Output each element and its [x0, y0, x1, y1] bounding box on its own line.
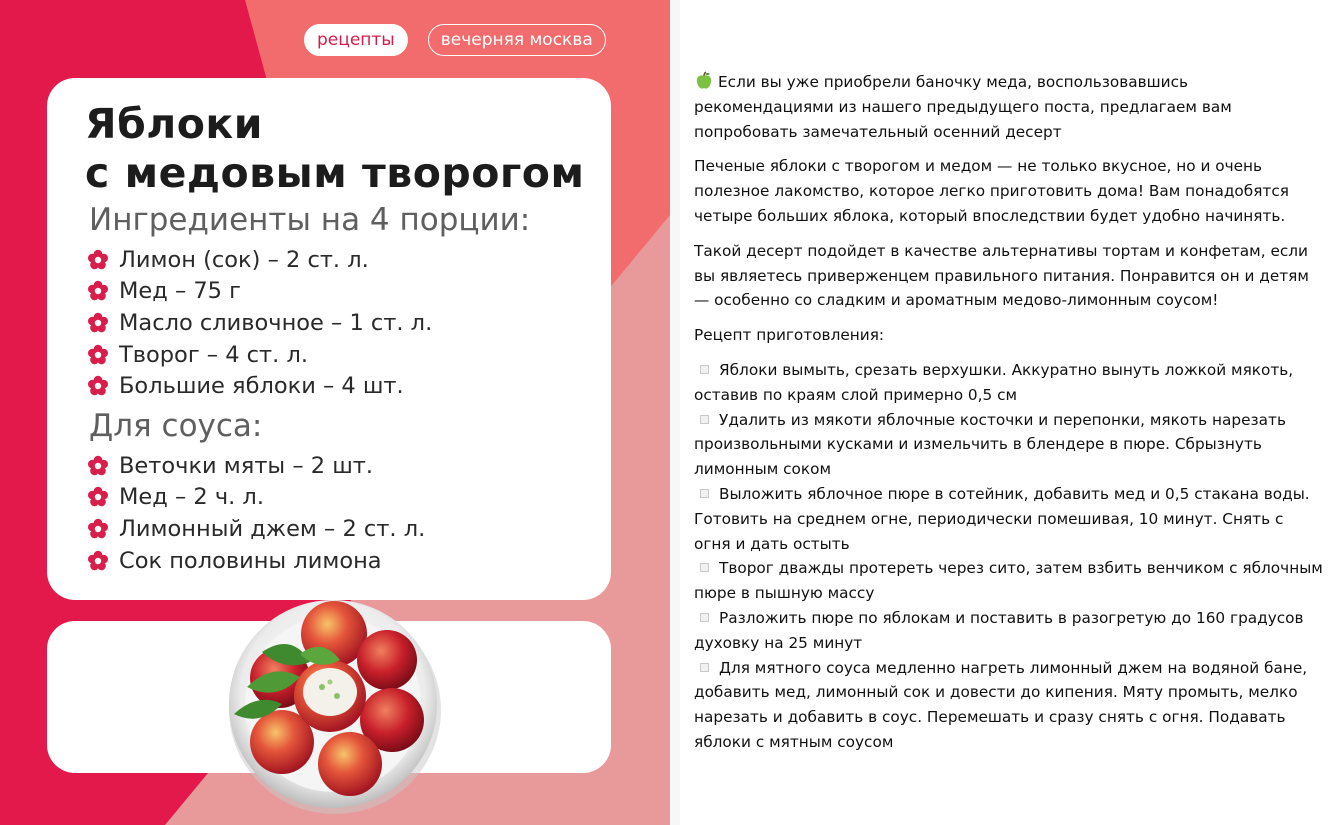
post-text — [694, 70, 1324, 755]
flower-bullet-icon — [87, 486, 109, 508]
sauce-text: Сок половины лимона — [119, 547, 382, 574]
square-bullet-icon — [700, 663, 709, 672]
recipe-step-text: Для мятного соуса медленно нагреть лимонный джем на водяной бане, добавить мед, лимонный сок и довести до кипения. Мяту промыть, мелко нарезать и добавить в соус. Перемешать и сразу снять с огня. Подавать яблоки с мятным соусом — [694, 658, 1308, 751]
sauce-item — [87, 482, 425, 514]
ingredients-list — [87, 244, 432, 402]
sauce-text: Мед – 2 ч. л. — [119, 484, 264, 511]
ingredient-item — [87, 307, 432, 339]
square-bullet-icon — [700, 613, 709, 622]
flower-bullet-icon — [87, 518, 109, 540]
recipe-step — [694, 482, 1324, 556]
square-bullet-icon — [700, 489, 709, 498]
post-paragraph-1 — [694, 70, 1324, 144]
post-paragraph-text: Если вы уже приобрели баночку меда, воспользовавшись рекомендациями из нашего предыдущего поста, предлагаем вам попробовать замечательный осенний десерт — [694, 73, 1232, 141]
recipe-step — [694, 556, 1324, 606]
sauce-item — [87, 545, 425, 577]
recipe-step-text: Яблоки вымыть, срезать верхушки. Аккуратно вынуть ложкой мякоть, оставив по краям слой примерно 0,5 см — [694, 360, 1294, 404]
post-paragraph-3: Такой десерт подойдет в качестве альтернативы тортам и конфетам, если вы являетесь приверженцем правильного питания. Понравится он и детям — особенно со сладким и ароматным медово-лимонным соусом! — [694, 241, 1309, 310]
recipe-steps-heading: Рецепт приготовления: — [694, 326, 885, 345]
ingredients-heading: Ингредиенты на 4 порции: — [89, 202, 531, 238]
tag-recipes[interactable]: рецепты — [304, 24, 408, 56]
sauce-text: Лимонный джем – 2 ст. л. — [119, 515, 426, 542]
recipe-step — [694, 358, 1324, 408]
tag-vechernyaya-moskva[interactable]: вечерняя москва — [428, 24, 606, 56]
ingredient-text: Масло сливочное – 1 ст. л. — [119, 309, 433, 336]
ingredient-item — [87, 339, 432, 371]
ingredients-panel — [47, 78, 611, 600]
ingredient-text: Творог – 4 ст. л. — [119, 341, 308, 368]
recipe-title-line-2: с медовым творогом — [85, 149, 585, 197]
green-apple-icon — [694, 71, 714, 91]
flower-bullet-icon — [87, 375, 109, 397]
recipe-step-text: Выложить яблочное пюре в сотейник, добавить мед и 0,5 стакана воды. Готовить на среднем огне, периодически помешивая, 10 минут. Снять с огня и дать остыть — [694, 484, 1310, 553]
recipe-steps — [694, 358, 1324, 755]
panel-divider — [670, 0, 680, 825]
sauce-item — [87, 450, 425, 482]
ingredient-item — [87, 244, 432, 276]
flower-bullet-icon — [87, 312, 109, 334]
square-bullet-icon — [700, 415, 709, 424]
tag-pills — [304, 24, 606, 56]
recipe-step-text: Творог дважды протереть через сито, затем взбить венчиком с яблочным пюре в пышную массу — [694, 559, 1323, 603]
recipe-step — [694, 606, 1324, 656]
recipe-step — [694, 656, 1324, 755]
flower-bullet-icon — [87, 249, 109, 271]
sauce-text: Веточки мяты – 2 шт. — [119, 452, 374, 479]
flower-bullet-icon — [87, 550, 109, 572]
sauce-heading: Для соуса: — [89, 408, 263, 444]
ingredient-item — [87, 370, 432, 402]
recipe-title — [85, 100, 605, 198]
sauce-list — [87, 450, 425, 576]
flower-bullet-icon — [87, 455, 109, 477]
baked-apples-plate-image — [222, 592, 444, 814]
post-paragraph-2: Печеные яблоки с творогом и медом — не только вкусное, но и очень полезное лакомство, которое легко приготовить дома! Вам понадобятся четыре больших яблока, который впоследствии будет удобно начинять. — [694, 157, 1289, 225]
ingredient-text: Большие яблоки – 4 шт. — [119, 373, 404, 400]
recipe-step — [694, 408, 1324, 482]
ingredient-text: Мед – 75 г — [119, 278, 241, 305]
recipe-step-text: Разложить пюре по яблокам и поставить в разогретую до 160 градусов духовку на 25 минут — [694, 608, 1304, 652]
recipe-step-text: Удалить из мякоти яблочные косточки и перепонки, мякоть нарезать произвольными кусками и измельчить в блендере в пюре. Сбрызнуть лимонным соком — [694, 410, 1286, 479]
ingredient-text: Лимон (сок) – 2 ст. л. — [119, 246, 369, 273]
flower-bullet-icon — [87, 344, 109, 366]
sauce-item — [87, 513, 425, 545]
flower-bullet-icon — [87, 280, 109, 302]
square-bullet-icon — [700, 563, 709, 572]
ingredient-item — [87, 276, 432, 308]
square-bullet-icon — [700, 365, 709, 374]
recipe-title-line-1: Яблоки — [85, 100, 263, 148]
